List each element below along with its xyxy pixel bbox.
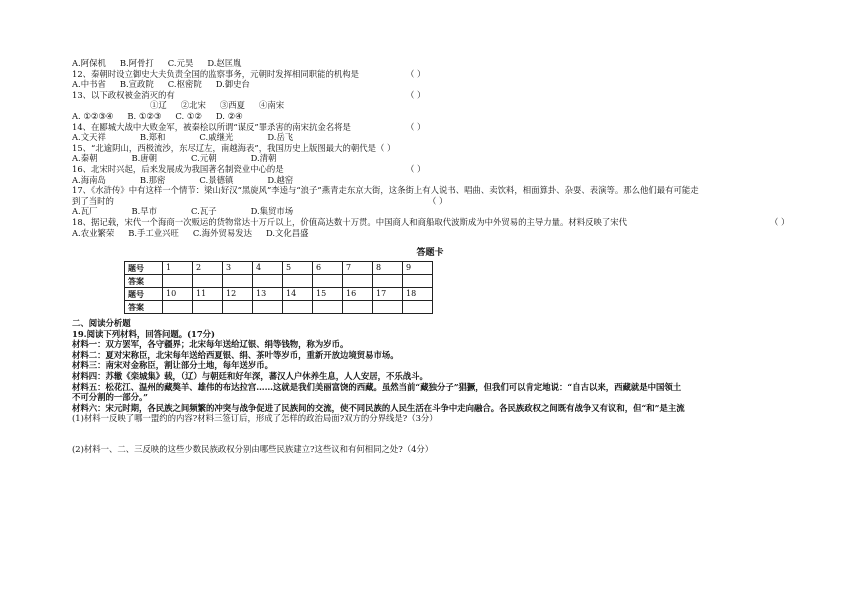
option[interactable]: D.岳飞 bbox=[267, 132, 294, 143]
material-6: 材料六：宋元时期，各民族之间频繁的冲突与战争促进了民族间的交流，使不同民族的人民生活在斗争中走向融合。各民族政权之间既有战争又有议和，但“和”是主流 bbox=[72, 402, 685, 413]
answer-cell[interactable] bbox=[313, 301, 343, 314]
q16-stem: 16、北宋时兴起，后来发展成为我国著名制瓷业中心的是 （ ） bbox=[72, 163, 426, 174]
row-header: 答案 bbox=[125, 275, 163, 288]
material-5-cont: 不可分割的一部分。” bbox=[72, 392, 148, 403]
question-number: 8 bbox=[373, 262, 403, 275]
answer-cell[interactable] bbox=[343, 301, 373, 314]
answer-bracket[interactable]: （ ） bbox=[406, 68, 426, 79]
option[interactable]: C.戚继光 bbox=[199, 132, 234, 143]
answer-cell[interactable] bbox=[283, 275, 313, 288]
question-number: 3 bbox=[223, 262, 253, 275]
answer-cell[interactable] bbox=[193, 275, 223, 288]
row-header: 题号 bbox=[125, 288, 163, 301]
q17-stem-cont: 到了当时的 （ ） bbox=[72, 195, 448, 206]
question-number: 6 bbox=[313, 262, 343, 275]
option[interactable]: D.越窑 bbox=[267, 174, 294, 185]
table-row bbox=[125, 288, 433, 301]
table-row bbox=[125, 262, 433, 275]
option[interactable]: B.宣政院 bbox=[119, 79, 154, 90]
option[interactable]: B.手工业兴旺 bbox=[128, 227, 179, 238]
question-number: 16 bbox=[343, 288, 373, 301]
answer-cell[interactable] bbox=[313, 275, 343, 288]
q14-stem: 14、在郾城大战中大败金军，被秦桧以所谓“谋反”罪杀害的南宋抗金名将是 （ ） bbox=[72, 121, 426, 132]
q15-stem: 15、“北逾阴山，西极流沙，东尽辽左，南越海表”，我国历史上版图最大的朝代是（ ） bbox=[72, 142, 396, 153]
table-row bbox=[125, 275, 433, 288]
question-number: 18 bbox=[403, 288, 433, 301]
option[interactable]: B. ①②③ bbox=[127, 110, 162, 121]
answer-cell[interactable] bbox=[343, 275, 373, 288]
material-4: 材料四：苏辙《栾城集》载，（辽）与朝廷和好年深，蕃汉人户休养生息，人人安居，不乐战斗。 bbox=[72, 371, 428, 382]
q14-options bbox=[72, 132, 788, 143]
q13-stem: 13、以下政权被金消灭的有 （ ） bbox=[72, 89, 426, 100]
option[interactable]: C.景德镇 bbox=[199, 174, 234, 185]
q18-stem: 18、据记载，宋代一个海商一次贩运的货物常达十万斤以上，价值高达数十万贯。中国商人和商船取代波斯成为中外贸易的主导力量。材料反映了宋代 （ ） bbox=[72, 216, 790, 227]
option[interactable]: A. ①②③④ bbox=[72, 110, 114, 121]
option[interactable]: C.枢密院 bbox=[167, 79, 202, 90]
answer-bracket[interactable]: （ ） bbox=[428, 195, 448, 206]
option[interactable]: A.阿保机 bbox=[72, 58, 106, 68]
q12-stem: 12、秦朝时设立御史大夫负责全国的监察事务，元朝时发挥相同职能的机构是 （ ） bbox=[72, 68, 426, 79]
exam-page bbox=[72, 58, 788, 455]
table-row bbox=[125, 301, 433, 314]
q15-options bbox=[72, 153, 788, 164]
answer-cell[interactable] bbox=[223, 301, 253, 314]
answer-bracket[interactable]: （ ） bbox=[770, 216, 790, 227]
option[interactable]: D. ②④ bbox=[215, 110, 243, 121]
item: ④南宋 bbox=[259, 100, 285, 111]
question-number: 17 bbox=[373, 288, 403, 301]
item: ①辽 bbox=[150, 100, 167, 111]
question-number: 13 bbox=[253, 288, 283, 301]
sub-question-1: (1)材料一反映了哪一盟约的内容?材料三签订后，形成了怎样的政治局面?双方的分界线是?（3分） bbox=[72, 413, 438, 424]
question-number: 1 bbox=[163, 262, 193, 275]
answer-card-table bbox=[124, 261, 433, 314]
q19-title: 19.阅读下列材料，回答问题。(17分) bbox=[72, 328, 216, 339]
item: ②北宋 bbox=[180, 100, 206, 111]
option[interactable]: D.集贸市场 bbox=[250, 206, 294, 217]
sub-question-2: (2)材料一、二、三反映的这些少数民族政权分别由哪些民族建立?这些议和有何相同之处?（4分） bbox=[72, 444, 434, 455]
option[interactable]: D.文化昌盛 bbox=[265, 227, 309, 238]
material-2: 材料二：夏对宋称臣，北宋每年送给西夏银、绢、茶叶等岁币，重新开放边境贸易市场。 bbox=[72, 349, 399, 360]
option[interactable]: A.瓦厂 bbox=[72, 206, 98, 217]
option[interactable]: D.清朝 bbox=[250, 153, 277, 164]
question-number: 5 bbox=[283, 262, 313, 275]
material-5: 材料五：松花江、温州的藏獒羊、雄伟的布达拉宫……这就是我们美丽富饶的西藏。虽然当前“藏独分子”猖獗，但我们可以肯定地说：“自古以来，西藏就是中国领土 bbox=[72, 381, 682, 392]
q18-options bbox=[72, 228, 788, 239]
option[interactable]: C.元昊 bbox=[167, 58, 194, 68]
option[interactable]: B.早市 bbox=[131, 206, 158, 217]
option[interactable]: B.唐朝 bbox=[131, 153, 158, 164]
option[interactable]: D.赵匡胤 bbox=[207, 58, 242, 68]
answer-cell[interactable] bbox=[283, 301, 313, 314]
q11-options bbox=[72, 58, 788, 69]
answer-bracket[interactable]: （ ） bbox=[406, 163, 426, 174]
answer-cell[interactable] bbox=[163, 301, 193, 314]
item: ③西夏 bbox=[219, 100, 245, 111]
q13-items bbox=[72, 100, 788, 111]
q13-options bbox=[72, 111, 788, 122]
option[interactable]: C.海外贸易发达 bbox=[192, 227, 252, 238]
answer-card-title: 答题卡 bbox=[416, 248, 444, 259]
question-number: 7 bbox=[343, 262, 373, 275]
question-number: 10 bbox=[163, 288, 193, 301]
answer-cell[interactable] bbox=[403, 301, 433, 314]
option[interactable]: B.那密 bbox=[139, 174, 166, 185]
answer-bracket[interactable]: （ ） bbox=[406, 121, 426, 132]
question-number: 14 bbox=[283, 288, 313, 301]
option[interactable]: A.中书省 bbox=[72, 79, 106, 90]
answer-cell[interactable] bbox=[403, 275, 433, 288]
option[interactable]: A.海南岛 bbox=[72, 174, 106, 185]
option[interactable]: C.元朝 bbox=[191, 153, 217, 164]
answer-bracket[interactable]: （ ） bbox=[406, 89, 426, 100]
answer-cell[interactable] bbox=[373, 275, 403, 288]
option[interactable]: B.阿骨打 bbox=[119, 58, 154, 68]
option[interactable]: B.郑和 bbox=[139, 132, 166, 143]
question-number: 2 bbox=[193, 262, 223, 275]
option[interactable]: A.文天祥 bbox=[72, 132, 106, 143]
option[interactable]: A.秦朝 bbox=[72, 153, 98, 164]
row-header: 题号 bbox=[125, 262, 163, 275]
option[interactable]: C. ①② bbox=[175, 110, 202, 121]
material-1: 材料一：双方罢军，各守疆界；北宋每年送给辽银、绢等钱物，称为岁币。 bbox=[72, 339, 349, 350]
material-3: 材料三：南宋对金称臣，割让部分土地，每年送岁币。 bbox=[72, 360, 273, 371]
row-header: 答案 bbox=[125, 301, 163, 314]
q12-options bbox=[72, 79, 788, 90]
option[interactable]: C.瓦子 bbox=[191, 206, 217, 217]
answer-cell[interactable] bbox=[373, 301, 403, 314]
q17-options bbox=[72, 206, 788, 217]
answer-cell[interactable] bbox=[223, 275, 253, 288]
q16-options bbox=[72, 175, 788, 186]
question-number: 12 bbox=[223, 288, 253, 301]
answer-cell[interactable] bbox=[163, 275, 193, 288]
answer-cell[interactable] bbox=[253, 275, 283, 288]
answer-cell[interactable] bbox=[253, 301, 283, 314]
answer-space[interactable] bbox=[72, 424, 788, 444]
question-number: 4 bbox=[253, 262, 283, 275]
option[interactable]: A.农业繁荣 bbox=[72, 227, 115, 238]
question-number: 15 bbox=[313, 288, 343, 301]
question-number: 11 bbox=[193, 288, 223, 301]
q17-stem: 17、《水浒传》中有这样一个情节：梁山好汉“黑旋风”李逵与“浪子”燕青走东京大街，这条街上有人说书、唱曲、卖饮料，相面算卦、杂耍、表演等。那么他们最有可能走 bbox=[72, 185, 699, 196]
question-number: 9 bbox=[403, 262, 433, 275]
option[interactable]: D.御史台 bbox=[215, 79, 250, 90]
section-heading: 二、阅读分析题 bbox=[72, 318, 131, 329]
answer-cell[interactable] bbox=[193, 301, 223, 314]
